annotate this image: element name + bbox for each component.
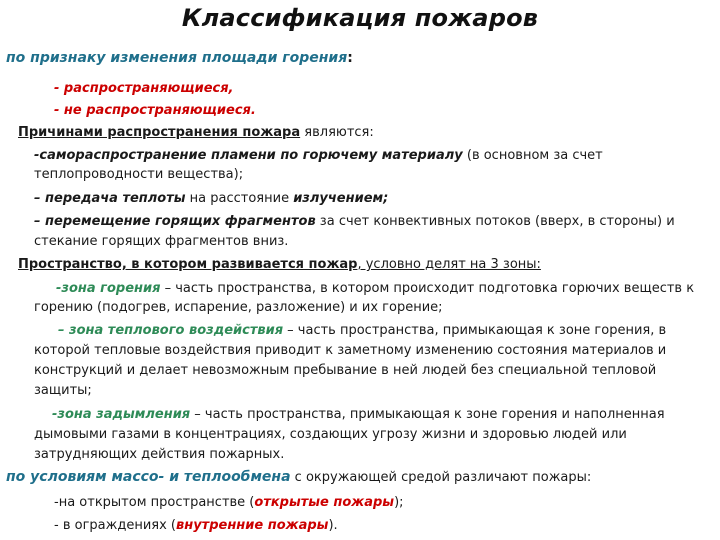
exchange-heading-rest: с окружающей средой различают пожары: [290, 470, 592, 485]
cause-heat-transfer-radiation: излучением; [293, 191, 389, 206]
cause-self-spread-term: -самораспространение пламени по горючему материалу [34, 148, 463, 163]
zone-heat [58, 322, 666, 339]
cause-fragments-line2: стекание горящих фрагментов вниз. [34, 234, 289, 249]
area-heading-colon: : [347, 50, 353, 66]
zone-smoke-rest: – часть пространства, примыкающая к зоне горения и наполненная [190, 407, 665, 422]
section-heading-exchange [6, 469, 591, 486]
zone-smoke-line2: дымовыми газами в концентрациях, создающих угрозу жизни и здоровью людей или [34, 427, 627, 442]
zones-lead-bold: Пространство, в котором развивается пожар [18, 257, 358, 272]
zone-heat-line4: защиты; [34, 383, 92, 398]
fire-open-pre: -на открытом пространстве ( [54, 495, 255, 510]
cause-fragments [34, 213, 675, 230]
causes-lead-rest: являются: [300, 125, 374, 140]
cause-self-spread-line2: теплопроводности вещества); [34, 167, 244, 182]
fire-internal [54, 517, 338, 534]
section-heading-area [6, 50, 353, 67]
fire-open-term: открытые пожары [254, 495, 395, 510]
cause-fragments-rest: за счет конвективных потоков (вверх, в стороны) и [315, 214, 675, 229]
zone-smoke [52, 406, 665, 423]
causes-lead-bold: Причинами распространения пожара [18, 125, 301, 140]
area-item-nonspreading-text: - не распространяющиеся. [54, 103, 256, 118]
fire-internal-post: ). [328, 518, 338, 533]
area-item-nonspreading [54, 102, 256, 119]
fire-open [54, 494, 404, 511]
cause-heat-transfer [34, 190, 388, 207]
cause-heat-transfer-term: – передача теплоты [34, 191, 186, 206]
zone-heat-line2: которой тепловые воздействия приводит к заметному изменению состояния материалов и [34, 343, 667, 358]
fire-internal-pre: - в ограждениях ( [54, 518, 176, 533]
zone-combustion [56, 280, 694, 297]
cause-self-spread [34, 147, 603, 164]
cause-fragments-term: – перемещение горящих фрагментов [34, 214, 316, 229]
zone-heat-line3: конструкций и делает невозможным пребывание в ней людей без специальной тепловой [34, 363, 657, 378]
zone-heat-rest: – часть пространства, примыкающая к зоне горения, в [283, 323, 667, 338]
zone-smoke-line3: затрудняющих действия пожарных. [34, 447, 285, 462]
zone-combustion-rest: – часть пространства, в котором происходит подготовка горючих веществ к [160, 281, 695, 296]
cause-heat-transfer-mid: на расстояние [185, 191, 294, 206]
fire-open-post: ); [394, 495, 404, 510]
area-item-spreading-text: - распространяющиеся, [54, 81, 234, 96]
zone-combustion-line2: горению (подогрев, испарение, разложение) и их горение; [34, 300, 443, 315]
area-heading: по признаку изменения площади горения [6, 50, 348, 66]
cause-self-spread-rest: (в основном за счет [462, 148, 603, 163]
page-title: Классификация пожаров [181, 4, 539, 32]
exchange-heading: по условиям массо- и теплообмена [6, 469, 291, 485]
zone-heat-name: – зона теплового воздействия [58, 323, 284, 338]
zone-combustion-name: -зона горения [56, 281, 161, 296]
area-item-spreading [54, 80, 234, 97]
zones-lead [18, 256, 541, 273]
causes-lead [18, 124, 374, 141]
zone-smoke-name: -зона задымления [52, 407, 191, 422]
zones-lead-rest: , условно делят на 3 зоны: [357, 257, 541, 272]
fire-internal-term: внутренние пожары [175, 518, 329, 533]
